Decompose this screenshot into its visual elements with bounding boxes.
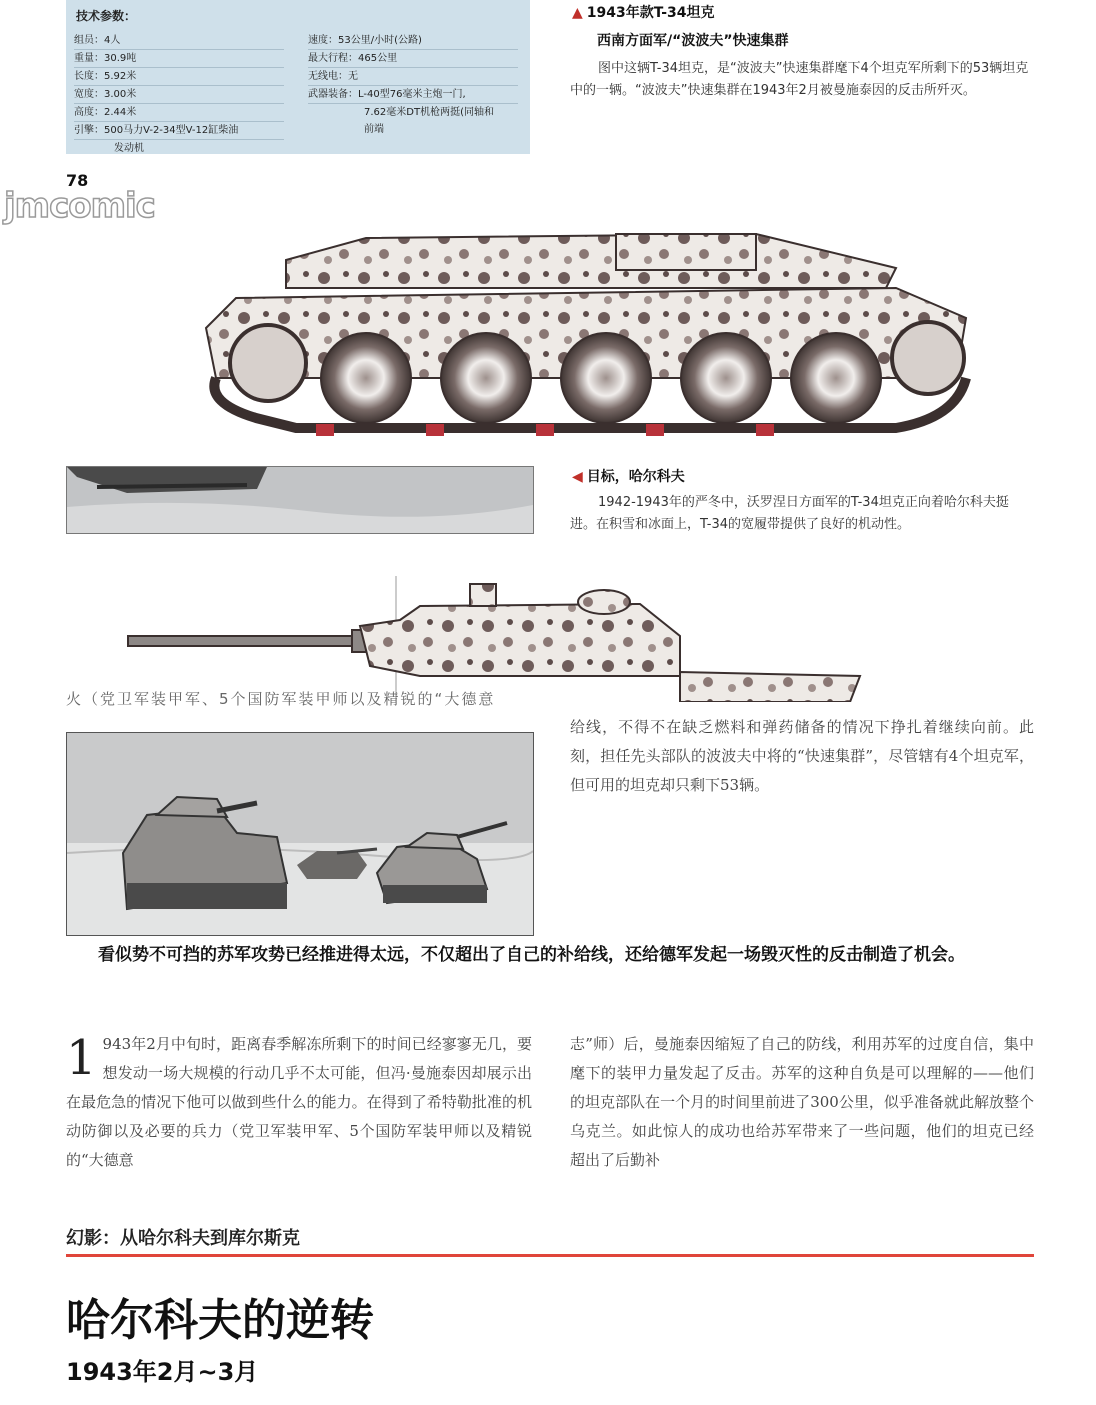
body-column-right: 志”师）后，曼施泰因缩短了自己的防线，利用苏军的过度自信，集中麾下的装甲力量发起了反击。苏军的这种自负是可以理解的——他们的坦克部队在一个月的时间里前进了300公里，似乎准备就此解放整个乌克兰。如此惊人的成功也给苏军带来了一些问题，他们的坦克已经超出了后勤补 [570, 1035, 1034, 1169]
spec-row: 长度：5.92米 [74, 68, 284, 86]
t34-side-illustration [196, 228, 976, 444]
caption2-title-row [572, 466, 685, 486]
lead-paragraph: 看似势不可挡的苏军攻势已经推进得太远，不仅超出了自己的补给线，还给德军发起一场毁灭性的反击制造了机会。 [98, 945, 965, 965]
spec-row: 武器装备：L-40型76毫米主炮一门, [308, 86, 518, 104]
gun-barrel [128, 630, 366, 652]
spec-row: 速度：53公里/小时(公路) [308, 32, 518, 50]
t34-turret-illustration [120, 576, 880, 702]
spec-title: 技术参数： [76, 9, 137, 23]
date-subtitle: 1943年2月~3月 [66, 1358, 259, 1386]
caption1-title-row [572, 2, 715, 22]
body-left-text: 943年2月中旬时，距离春季解冻所剩下的时间已经寥寥无几，要想发动一场大规模的行动几乎不太可能，但冯·曼施泰因却展示出在最危急的情况下他可以做到些什么的能力。在得到了希特勒批准的机动防御以及必要的兵力（党卫军装甲军、5个国防军装甲师以及精锐的“大德意 [66, 1035, 532, 1169]
spec-row: 前端 [364, 124, 384, 135]
body-column-left [66, 1030, 532, 1173]
spec-row: 7.62毫米DT机枪两挺(同轴和 [364, 107, 494, 118]
caption1-title: 1943年款T-34坦克 [586, 5, 715, 21]
spec-row: 无线电：无 [308, 68, 518, 86]
caption1-subtitle: 西南方面军/“波波夫”快速集群 [597, 33, 789, 49]
caption1-body: 图中这辆T-34坦克，是“波波夫”快速集群麾下4个坦克军所剩下的53辆坦克中的一辆。“波波夫”快速集群在1943年2月被曼施泰因的反击所歼灭。 [570, 61, 1029, 98]
triangle-left-icon: ◀ [572, 469, 583, 485]
page-number: 78 [66, 171, 89, 190]
spec-row: 高度：2.44米 [74, 104, 284, 122]
spec-row: 宽度：3.00米 [74, 86, 284, 104]
series-header: 幻影：从哈尔科夫到库尔斯克 [66, 1228, 300, 1249]
turret [360, 584, 860, 702]
caption2-body: 1942-1943年的严冬中，沃罗涅日方面军的T-34坦克正向着哈尔科夫挺进。在积雪和冰面上，T-34的宽履带提供了良好的机动性。 [570, 495, 1009, 532]
drop-cap: 1 [66, 1030, 97, 1086]
mid-paragraph: 给线，不得不在缺乏燃料和弹药储备的情况下挣扎着继续向前。此刻，担任先头部队的波波夫中将的“快速集群”，尽管辖有4个坦克军，但可用的坦克却只剩下53辆。 [570, 718, 1034, 794]
spec-row: 引擎：500马力V-2-34型V-12缸柴油 [74, 122, 284, 140]
triangle-up-icon: ▲ [572, 5, 583, 21]
snow-tank-photo-top [66, 466, 534, 534]
spec-row: 发动机 [114, 143, 144, 154]
spec-panel [66, 0, 530, 154]
snow-tanks-photo [66, 732, 534, 936]
spec-left-column [74, 32, 284, 157]
spec-row: 最大行程：465公里 [308, 50, 518, 68]
spec-row: 组员：4人 [74, 32, 284, 50]
clipped-text-line: 火（党卫军装甲军、5个国防军装甲师以及精锐的“大德意 [66, 690, 496, 708]
spec-right-column [308, 32, 518, 138]
main-title: 哈尔科夫的逆转 [66, 1295, 374, 1346]
spec-row: 重量：30.9吨 [74, 50, 284, 68]
caption2-title: 目标，哈尔科夫 [586, 469, 685, 485]
watermark-logo: jmcomic [4, 186, 155, 226]
red-divider [66, 1254, 1034, 1257]
